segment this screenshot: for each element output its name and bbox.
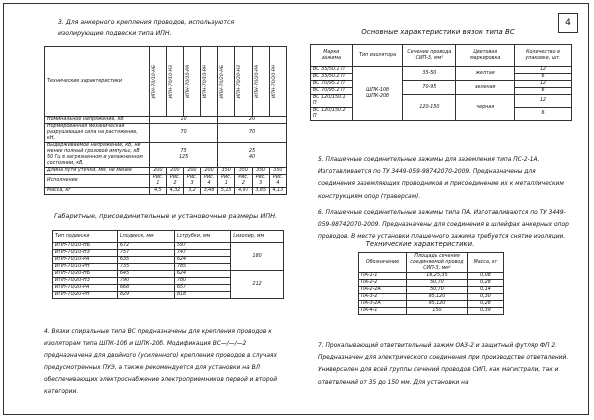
- cell: 12: [515, 81, 572, 88]
- cell: 16,25,35: [406, 273, 467, 280]
- cell: Рис. 2: [166, 175, 183, 188]
- cell: Рис. 2: [235, 175, 252, 188]
- col-header: Lизолир, мм: [231, 231, 284, 243]
- cell: 200: [200, 168, 217, 175]
- cell: 200: [184, 168, 201, 175]
- col-header: Обозначение: [359, 253, 407, 273]
- cell: 50,70: [406, 287, 467, 294]
- cell: ВС 35/50.1 П: [311, 67, 353, 74]
- cell: 790: [118, 278, 175, 285]
- para-6: 6. Плашечные соединительные зажимы типа ПА. Изготавливаются по ТУ 3449-059-98742070-2009. Предназначены для соединения в шлейфах анкерных опор проводов. В месте установки плашечного зажима требуется снятие изоляции.: [318, 210, 569, 241]
- cell: ИПН-70/10-РА: [53, 257, 118, 264]
- row-label: Номинальное напряжение, кВ: [45, 117, 150, 124]
- table-row: [45, 188, 287, 195]
- cell: 120-150: [403, 95, 456, 121]
- col-header: ИПН-70/20-РН: [271, 64, 277, 99]
- cell-value: 75: [180, 149, 187, 154]
- cell: 150: [406, 308, 467, 315]
- col-header: ИПН-70/10-РА: [186, 65, 192, 98]
- cell: 350: [269, 168, 286, 175]
- cell: 3,2: [184, 188, 201, 195]
- table-row: [359, 273, 504, 280]
- cell: 672: [118, 243, 175, 250]
- cell: 597: [174, 243, 230, 250]
- cell: 95,120: [406, 294, 467, 301]
- intro-text: 3. Для анкерного крепления проводов, используются изолирующие подвески типа ИПН.: [58, 19, 235, 37]
- table-row: [45, 124, 287, 143]
- cell: желтая: [456, 67, 515, 81]
- cell: 4,97: [235, 188, 252, 195]
- cell: 0,14: [467, 287, 503, 294]
- row-label: Масса, кг: [45, 188, 150, 195]
- table-row: [311, 81, 572, 88]
- col-header: Тип изолятора: [352, 45, 403, 67]
- para-5: 5. Плашечные соединительные зажимы для заземления типа ПС-2-1А. Изготавливается по ТУ 3449-059-98742070-2009. Предназначены для соединения заземляющих проводников и присоединение их к металлическим конструкциям опор (траверсам).: [318, 157, 564, 200]
- cell: ИПН-70/20-РА: [53, 285, 118, 292]
- col-header: Тип подвески: [53, 231, 118, 243]
- cell: 6: [515, 74, 572, 81]
- cell: Рис. 3: [184, 175, 201, 188]
- table-row: [359, 308, 504, 315]
- tech-title: Технические характеристики.: [365, 240, 475, 248]
- table-row: [53, 243, 284, 250]
- cell: 0,08: [467, 273, 503, 280]
- vs-table: [310, 44, 572, 121]
- cell: 3,48: [200, 188, 217, 195]
- cell-value: 40: [249, 155, 256, 160]
- cell: 6: [515, 88, 572, 95]
- cell: 635: [118, 257, 175, 264]
- cell: ИПН-70/20-НЗ: [53, 278, 118, 285]
- table-row: [359, 301, 504, 308]
- table-row: [45, 175, 287, 188]
- col-header: Цветовая маркировка: [456, 45, 515, 67]
- cell: Рис. 4: [269, 175, 286, 188]
- cell: 12: [515, 67, 572, 74]
- cell: 0,30: [467, 294, 503, 301]
- table-row: [359, 280, 504, 287]
- cell: 780: [174, 278, 230, 285]
- cell-value: 125: [179, 155, 189, 160]
- cell: 735: [118, 264, 175, 271]
- cell: 657: [174, 285, 230, 292]
- pa-table: [358, 252, 504, 315]
- col-header: ИПН-70/10-РН: [202, 64, 208, 99]
- cell: 350: [235, 168, 252, 175]
- cell: 0,28: [467, 301, 503, 308]
- cell: ИПН-70/20-НБ: [53, 271, 118, 278]
- cell: 829: [118, 292, 175, 299]
- cell: 624: [174, 257, 230, 264]
- col-header: Марки зажима: [311, 45, 353, 67]
- cell: ИПН-70/10-НЗ: [53, 250, 118, 257]
- row-label: Исполнение: [45, 175, 150, 188]
- col-header: Масса, кг: [467, 253, 503, 273]
- cell-value: 25: [249, 149, 256, 154]
- ipn-dims-table: [52, 230, 284, 299]
- table-row: [311, 95, 572, 108]
- cell: ВС 120/150.2 П: [311, 108, 353, 121]
- cell: 3,85: [252, 188, 269, 195]
- table-row: [359, 287, 504, 294]
- cell: ПА-2-2: [359, 280, 407, 287]
- table-row: [45, 168, 287, 175]
- col-header: ИПН-70/10-НБ: [152, 64, 157, 99]
- cell: ПА-2-2А: [359, 287, 407, 294]
- cell: [218, 143, 287, 168]
- table-row: [53, 271, 284, 278]
- cell: 645: [118, 271, 175, 278]
- col-header: ИПН-70/20-РА: [254, 65, 260, 98]
- cell: 624: [174, 271, 230, 278]
- cell: Рис. 3: [252, 175, 269, 188]
- cell: ВС 120/150.1 П: [311, 95, 353, 108]
- sheet-number: 4: [558, 13, 578, 33]
- cell: 5,15: [218, 188, 235, 195]
- col-header: Lподвеск, мм: [118, 231, 175, 243]
- cell: 757: [118, 250, 175, 257]
- para-4: 4. Вязки спиральные типа ВС предназначены для крепления проводов к изоляторам типа ШПК-10б и ШПК-20б. Модификация ВС—/—/—2 предназначена для двойного (усиленного) крепления проводов в случаях предусмотренных ПУЭ, а также рекомендуется для установки на ВЛ обеспечивающих электроснабжение электроприемников первой и второй категории.: [44, 329, 278, 395]
- cell: 4,32: [166, 188, 183, 195]
- cell: 35-50: [403, 67, 456, 81]
- cell: 180: [231, 243, 284, 271]
- table1-header-label: Технические характеристики: [45, 47, 150, 117]
- cell: 668: [118, 285, 175, 292]
- dims-title: Габаритные, присоединительные и установочные размеры ИПН.: [53, 212, 278, 220]
- table-row: [45, 143, 287, 168]
- cell: ВС 70/95.2 П: [311, 88, 353, 95]
- cell: Рис. 1: [150, 175, 167, 188]
- row-label: Длина пути утечки, мм, не менее: [45, 168, 150, 175]
- cell: ИПН-70/10-РН: [53, 264, 118, 271]
- cell: 70-95: [403, 81, 456, 95]
- col-header: ИПН-70/10-НЗ: [168, 64, 174, 99]
- cell: 747: [174, 250, 230, 257]
- cell: 4,13: [269, 188, 286, 195]
- col-header: Lструбки, мм: [174, 231, 230, 243]
- cell: 350: [252, 168, 269, 175]
- cell: 200: [166, 168, 183, 175]
- col-header: ИПН-70/20-НБ: [220, 64, 226, 99]
- cell: ИПН-70/10-НБ: [53, 243, 118, 250]
- cell: 70: [218, 124, 287, 143]
- para-7: 7. Прокалывающий ответвительный зажим ОАЗ-2 и защитный футляр ФП 2. Предназначен для электрического соединения при производстве ответвлений. Универсален для всей группы сечений проводов СИП, как магистрали, так и ответвлений от 35 до 150 мм. Для установки на: [318, 343, 569, 386]
- cell: 12: [515, 95, 572, 108]
- col-header: Площадь сечения соединяемой провод СИП-3, мм²: [406, 253, 467, 273]
- cell: 6: [515, 108, 572, 121]
- col-header: Сечение провода СИП-3, мм²: [403, 45, 456, 67]
- cell: 50,70: [406, 280, 467, 287]
- row-label: Нормированная механическая разрушающая сила на растяжение, кН,: [45, 124, 150, 143]
- cell: зеленая: [456, 81, 515, 95]
- table-row: [311, 67, 572, 74]
- row-label: Выдерживаемое напряжение, кВ, не менее полный грозовой импульс, кВ 50 Гц в загрязненном и увлажненном состоянии, кВ,: [45, 143, 150, 168]
- cell: 200: [150, 168, 167, 175]
- cell: 785: [174, 264, 230, 271]
- cell: 0,28: [467, 280, 503, 287]
- cell: ПА-4-1: [359, 308, 407, 315]
- cell: 95,120: [406, 301, 467, 308]
- cell: [150, 143, 218, 168]
- cell: ШПК-10б ШПК-20б: [352, 67, 403, 121]
- cell: ПА-1-1: [359, 273, 407, 280]
- cell: ПА-3-2А: [359, 301, 407, 308]
- cell: 20: [218, 117, 287, 124]
- cell: 4,5: [150, 188, 167, 195]
- cell: 350: [218, 168, 235, 175]
- cell: ПА-3-2: [359, 294, 407, 301]
- cell: ВС 35/50.2 П: [311, 74, 353, 81]
- table-row: [45, 117, 287, 124]
- col-header: Количество в упаковке, шт.: [515, 45, 572, 67]
- cell: 0,39: [467, 308, 503, 315]
- cell: 10: [150, 117, 218, 124]
- table-row: [359, 294, 504, 301]
- cell: 818: [174, 292, 230, 299]
- ipn-spec-table: [44, 46, 287, 195]
- cell: 212: [231, 271, 284, 299]
- cell: Рис. 4: [200, 175, 217, 188]
- vs-title: Основные характеристики вязок типа ВС: [361, 28, 515, 36]
- cell: ВС 70/95.1 П: [311, 81, 353, 88]
- cell: 70: [150, 124, 218, 143]
- col-header: ИПН-70/20-НЗ: [237, 64, 243, 99]
- cell: ИПН-70/20-РН: [53, 292, 118, 299]
- cell: Рис. 1: [218, 175, 235, 188]
- cell: черная: [456, 95, 515, 121]
